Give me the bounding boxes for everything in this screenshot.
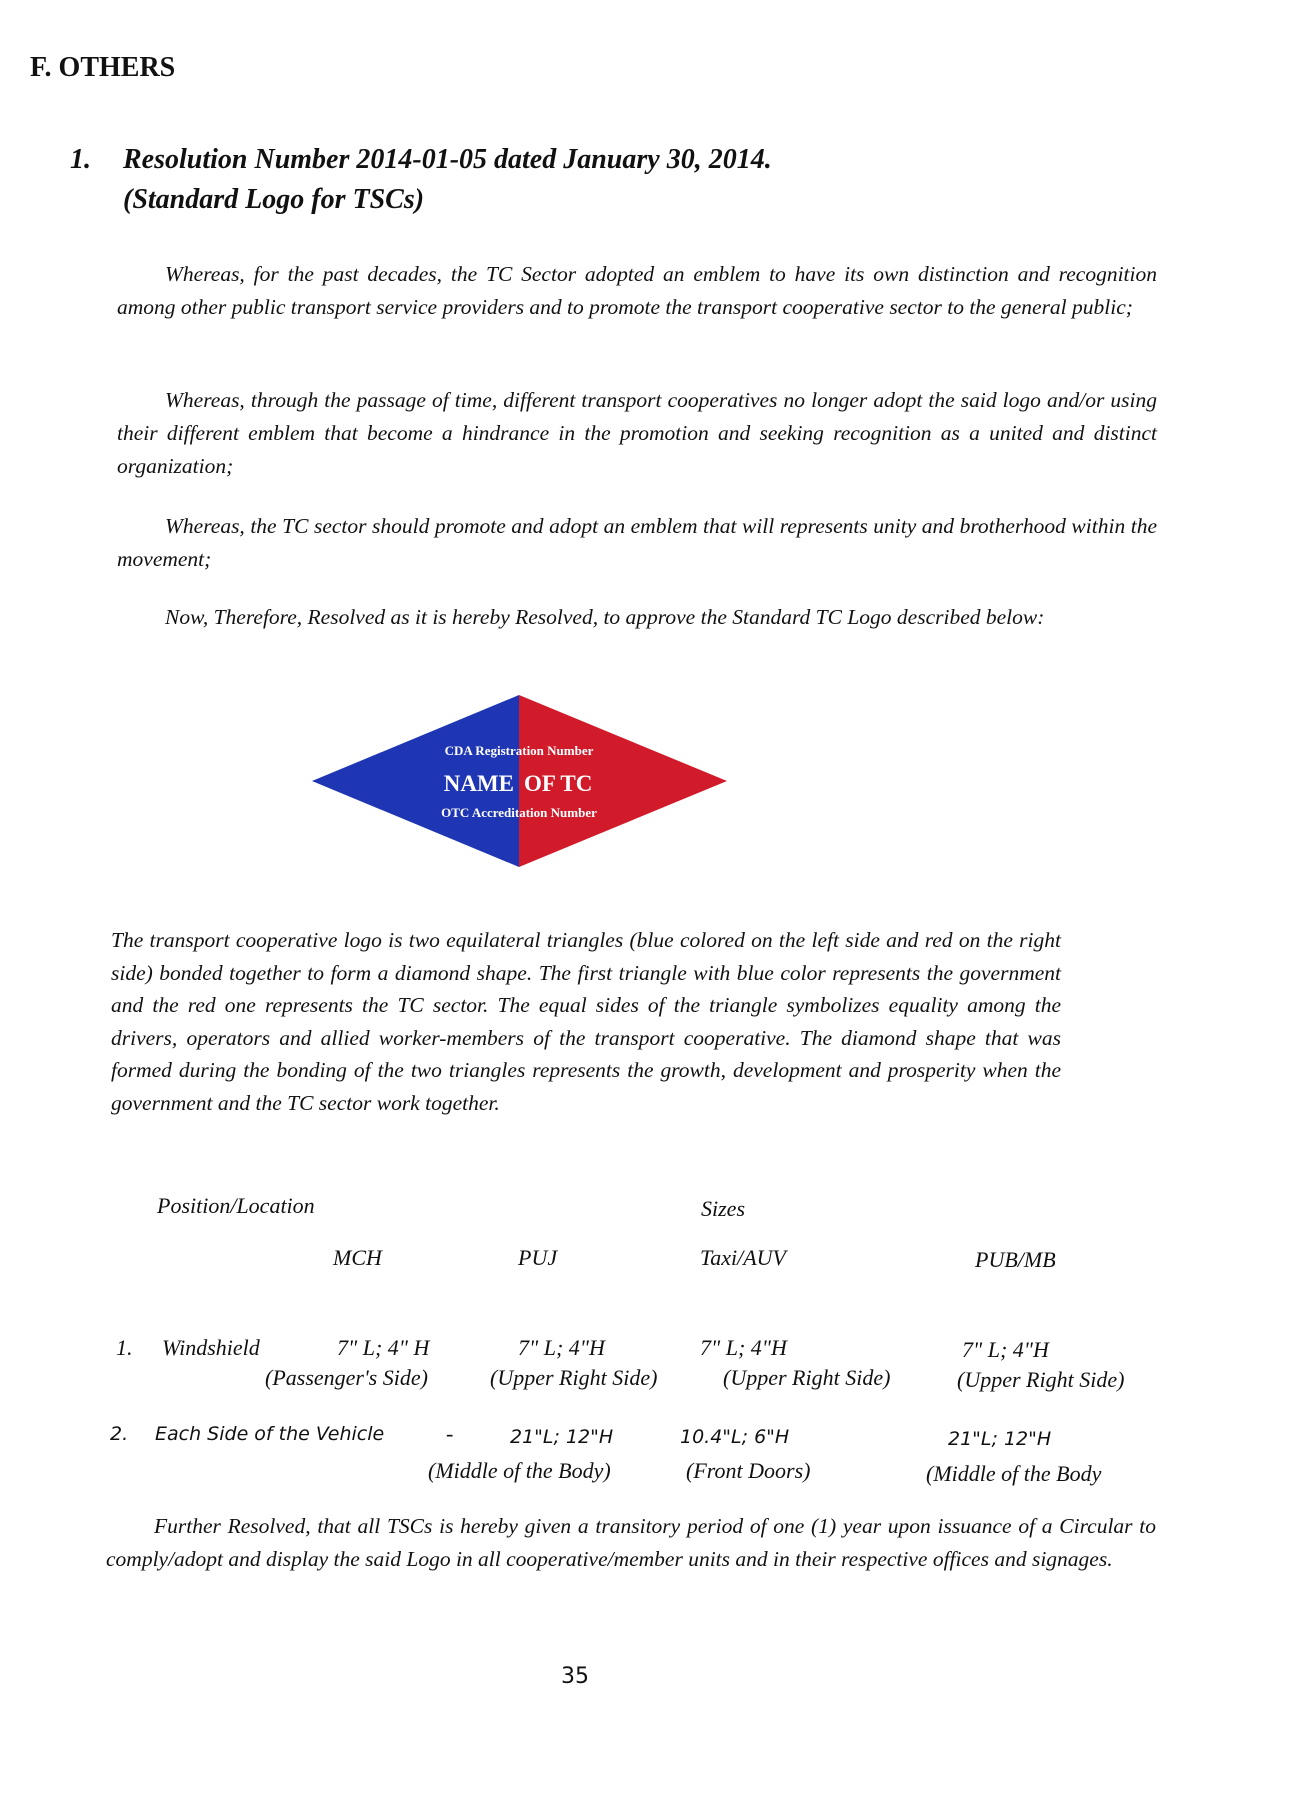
logo-description: The transport cooperative logo is two equilateral triangles (blue colored on the left side and red on the right side) bonded together to form a diamond shape. The first triangle with blue color represents the government and the red one represents the TC sector. The equal sides of the triangle symbolizes equality among the drivers, operators and allied worker-members of the transport cooperative. The diamond shape that was formed during the bonding of the two triangles represents the growth, development and prosperity when the government and the TC sector work together. — [111, 928, 1061, 1115]
whereas-paragraph-3: Whereas, the TC sector should promote and adopt an emblem that will represents unity and brotherhood within the movement; — [117, 514, 1157, 571]
sizes-header: Sizes — [701, 1196, 745, 1221]
column-header-pub: PUB/MB — [975, 1247, 1056, 1272]
logo-cda-text: CDA Registration Number — [444, 743, 594, 758]
column-header-mch: MCH — [333, 1245, 382, 1270]
whereas-paragraph-1: Whereas, for the past decades, the TC Sector adopted an emblem to have its own distinction and recognition among other public transport service providers and to promote the transport cooperative sector to the general public; — [117, 262, 1157, 319]
row-1-taxi-note: (Upper Right Side) — [723, 1365, 891, 1390]
page-number: 35 — [561, 1664, 589, 1689]
logo-name-right: OF TC — [524, 771, 593, 796]
resolved-paragraph: Now, Therefore, Resolved as it is hereby Resolved, to approve the Standard TC Logo described below: — [165, 605, 1045, 629]
row-1-taxi-size: 7" L; 4"H — [700, 1335, 787, 1360]
resolution-heading — [70, 140, 772, 220]
row-2-puj-size: 21"L; 12"H — [510, 1426, 614, 1448]
position-header: Position/Location — [157, 1193, 315, 1218]
row-2-mch-size: - — [446, 1421, 454, 1446]
row-1-puj-note: (Upper Right Side) — [490, 1365, 658, 1390]
logo-name-left: NAME — [443, 771, 514, 796]
column-header-puj: PUJ — [518, 1245, 558, 1270]
row-1-label: Windshield — [162, 1335, 260, 1360]
logo-otc-text: OTC Accreditation Number — [441, 805, 597, 820]
row-2-taxi-size: 10.4"L; 6"H — [680, 1426, 790, 1448]
resolution-number: 1. — [70, 144, 91, 175]
resolution-title-line1 — [70, 140, 772, 180]
row-1-mch-size: 7" L; 4" H — [337, 1335, 430, 1360]
column-header-taxi: Taxi/AUV — [700, 1245, 786, 1270]
row-1-number: 1. — [116, 1335, 133, 1360]
row-2-number: 2. — [110, 1423, 129, 1445]
row-1-pub-note: (Upper Right Side) — [957, 1367, 1125, 1392]
row-1-pub-size: 7" L; 4"H — [962, 1337, 1049, 1362]
row-2-pub-note: (Middle of the Body — [926, 1461, 1102, 1486]
section-heading: F. OTHERS — [30, 52, 176, 83]
resolution-title: Resolution Number 2014-01-05 dated January 30, 2014. — [123, 144, 772, 175]
further-resolved-paragraph: Further Resolved, that all TSCs is hereby given a transitory period of one (1) year upon issuance of a Circular to comply/adopt and display the said Logo in all cooperative/member units and in their respective offices and signages. — [106, 1514, 1156, 1571]
resolution-subtitle: (Standard Logo for TSCs) — [123, 184, 425, 215]
row-2-taxi-note: (Front Doors) — [686, 1458, 811, 1483]
tc-logo — [312, 695, 727, 867]
row-1-puj-size: 7" L; 4"H — [518, 1335, 605, 1360]
row-2-puj-note: (Middle of the Body) — [428, 1458, 611, 1483]
whereas-paragraph-2: Whereas, through the passage of time, different transport cooperatives no longer adopt the said logo and/or using their different emblem that become a hindrance in the promotion and seeking recognition as a united and distinct organization; — [117, 388, 1157, 478]
row-1-mch-note: (Passenger's Side) — [265, 1365, 428, 1390]
row-2-pub-size: 21"L; 12"H — [948, 1428, 1052, 1450]
row-2-label: Each Side of the Vehicle — [155, 1423, 385, 1445]
